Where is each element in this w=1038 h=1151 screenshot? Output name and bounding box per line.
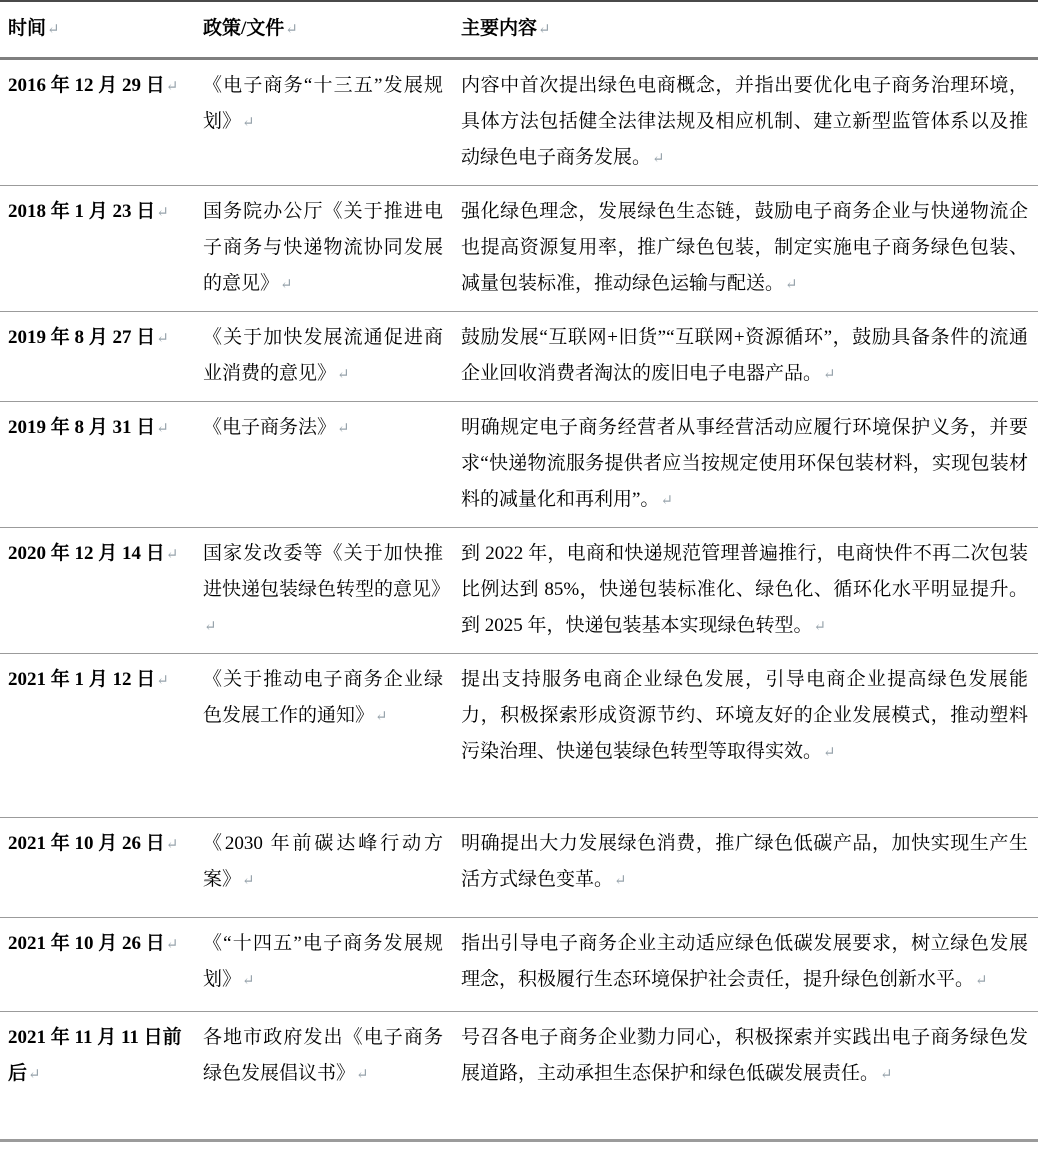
time-value: 2018 年 1 月 23 日 [8, 201, 156, 222]
header-cell-policy [195, 1, 453, 59]
return-mark-icon: ↵ [375, 709, 388, 725]
return-mark-icon: ↵ [165, 937, 179, 953]
cell-policy [195, 59, 453, 186]
cell-policy [195, 818, 453, 918]
main-value: 鼓励发展“互联网+旧货”“互联网+资源循环”，鼓励具备条件的流通企业回收消费者淘汰的废旧电子电器产品。 [461, 327, 1028, 384]
cell-time [0, 402, 195, 528]
return-mark-icon: ↵ [356, 1067, 369, 1083]
main-value: 明确提出大力发展绿色消费，推广绿色低碳产品，加快实现生产生活方式绿色变革。 [461, 833, 1028, 890]
return-mark-icon: ↵ [28, 1067, 41, 1083]
return-mark-icon: ↵ [823, 745, 836, 761]
return-mark-icon: ↵ [242, 873, 255, 889]
return-mark-icon: ↵ [614, 873, 627, 889]
table-row [0, 818, 1038, 918]
header-cell-main [453, 1, 1038, 59]
return-mark-icon: ↵ [165, 547, 179, 563]
cell-policy [195, 1012, 453, 1141]
policy-value: 国家发改委等《关于加快推进快递包装绿色转型的意见》 [203, 543, 451, 600]
time-value: 2016 年 12 月 29 日 [8, 75, 165, 96]
cell-policy [195, 312, 453, 402]
cell-time [0, 1012, 195, 1141]
table-row [0, 312, 1038, 402]
cell-time [0, 186, 195, 312]
policy-value: 《关于加快发展流通促进商业消费的意见》 [203, 327, 443, 384]
cell-time [0, 918, 195, 1012]
main-value: 指出引导电子商务企业主动适应绿色低碳发展要求，树立绿色发展理念，积极履行生态环境保护社会责任，提升绿色创新水平。 [461, 933, 1028, 990]
time-value: 2021 年 11 月 11 日前后 [8, 1027, 182, 1084]
cell-time [0, 528, 195, 654]
policy-value: 《2030 年前碳达峰行动方案》 [203, 833, 443, 890]
return-mark-icon: ↵ [880, 1067, 893, 1083]
main-value: 强化绿色理念，发展绿色生态链，鼓励电子商务企业与快递物流企也提高资源复用率，推广绿色包装，制定实施电子商务绿色包装、减量包装标准，推动绿色运输与配送。 [461, 201, 1028, 294]
return-mark-icon: ↵ [165, 79, 179, 95]
cell-time [0, 59, 195, 186]
return-mark-icon: ↵ [242, 973, 255, 989]
return-mark-icon: ↵ [156, 421, 169, 437]
cell-policy [195, 528, 453, 654]
time-value: 2020 年 12 月 14 日 [8, 543, 165, 564]
cell-main [453, 1012, 1038, 1141]
return-mark-icon: ↵ [204, 619, 217, 635]
time-value: 2019 年 8 月 27 日 [8, 327, 156, 348]
cell-policy [195, 402, 453, 528]
policy-value: 《电子商务“十三五”发展规划》 [203, 75, 443, 132]
cell-time [0, 654, 195, 818]
time-value: 2019 年 8 月 31 日 [8, 417, 156, 438]
time-value: 2021 年 10 月 26 日 [8, 933, 165, 954]
cell-time [0, 312, 195, 402]
policy-value: 《电子商务法》 [203, 417, 337, 438]
table-row [0, 528, 1038, 654]
return-mark-icon: ↵ [156, 673, 169, 689]
return-mark-icon: ↵ [156, 205, 169, 221]
policy-value: 国务院办公厅《关于推进电子商务与快递物流协同发展的意见》 [203, 201, 443, 294]
cell-policy [195, 918, 453, 1012]
main-value: 号召各电子商务企业勠力同心，积极探索并实践出电子商务绿色发展道路，主动承担生态保护和绿色低碳发展责任。 [461, 1027, 1028, 1084]
cell-main [453, 312, 1038, 402]
main-value: 明确规定电子商务经营者从事经营活动应履行环境保护义务，并要求“快递物流服务提供者应当按规定使用环保包装材料，实现包装材料的减量化和再利用”。 [461, 417, 1028, 510]
cell-main [453, 918, 1038, 1012]
main-value: 内容中首次提出绿色电商概念，并指出要优化电子商务治理环境，具体方法包括健全法律法规及相应机制、建立新型监管体系以及推动绿色电子商务发展。 [461, 75, 1028, 168]
cell-time [0, 818, 195, 918]
return-mark-icon: ↵ [823, 367, 836, 383]
return-mark-icon: ↵ [285, 22, 298, 38]
return-mark-icon: ↵ [165, 837, 179, 853]
cell-policy [195, 186, 453, 312]
cell-main [453, 402, 1038, 528]
return-mark-icon: ↵ [47, 22, 60, 38]
return-mark-icon: ↵ [156, 331, 169, 347]
table-row [0, 186, 1038, 312]
header-row [0, 1, 1038, 59]
return-mark-icon: ↵ [785, 277, 798, 293]
return-mark-icon: ↵ [975, 973, 988, 989]
time-value: 2021 年 1 月 12 日 [8, 669, 156, 690]
return-mark-icon: ↵ [337, 367, 350, 383]
table-row [0, 402, 1038, 528]
return-mark-icon: ↵ [813, 619, 827, 635]
cell-main [453, 654, 1038, 818]
header-policy-label: 政策/文件 [203, 18, 285, 39]
header-cell-time [0, 1, 195, 59]
policy-value: 《关于推动电子商务企业绿色发展工作的通知》 [203, 669, 443, 726]
cell-main [453, 528, 1038, 654]
main-value: 到 2022 年，电商和快递规范管理普遍推行，电商快件不再二次包装比例达到 85%，快递包装标准化、绿色化、循环化水平明显提升。到 2025 年，快递包装基本实现绿色转型。 [461, 543, 1028, 636]
return-mark-icon: ↵ [280, 277, 293, 293]
return-mark-icon: ↵ [660, 493, 674, 509]
cell-main [453, 59, 1038, 186]
cell-policy [195, 654, 453, 818]
header-time-label: 时间 [8, 18, 47, 39]
return-mark-icon: ↵ [337, 421, 350, 437]
return-mark-icon: ↵ [242, 115, 255, 131]
return-mark-icon: ↵ [538, 22, 551, 38]
main-value: 提出支持服务电商企业绿色发展，引导电商企业提高绿色发展能力，积极探索形成资源节约、环境友好的企业发展模式，推动塑料污染治理、快递包装绿色转型等取得实效。 [461, 669, 1028, 762]
return-mark-icon: ↵ [652, 151, 665, 167]
time-value: 2021 年 10 月 26 日 [8, 833, 165, 854]
table-row [0, 654, 1038, 818]
header-main-label: 主要内容 [461, 18, 538, 39]
policy-value: 《“十四五”电子商务发展规划》 [203, 933, 443, 990]
cell-main [453, 818, 1038, 918]
table-row [0, 1012, 1038, 1141]
table-row [0, 918, 1038, 1012]
table-row [0, 59, 1038, 186]
cell-main [453, 186, 1038, 312]
policy-value: 各地市政府发出《电子商务绿色发展倡议书》 [203, 1027, 443, 1084]
